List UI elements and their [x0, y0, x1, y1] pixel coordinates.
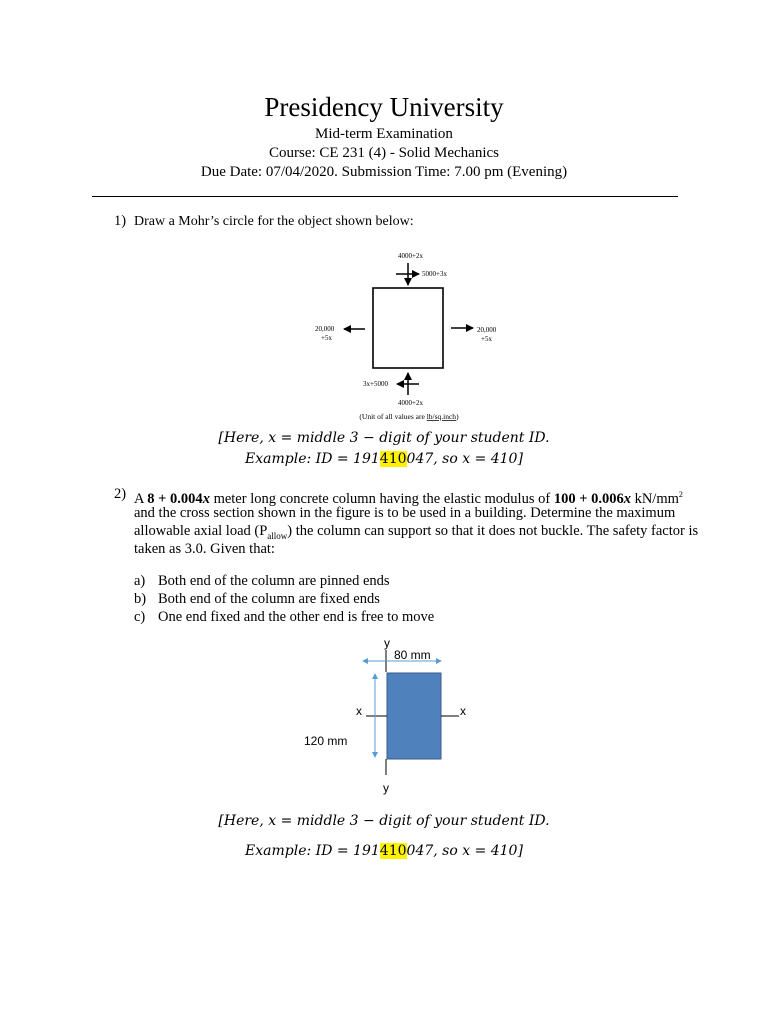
q2-note-line1: [Here, x = middle 3 − digit of your student ID. [218, 813, 550, 829]
q1-note-line2: Example: ID = 191410047, so x = 410] [245, 451, 523, 467]
q2-item-b: b) Both end of the column are fixed ends [134, 591, 380, 607]
bottom-normal-label: 4000+2x [398, 399, 423, 407]
left-normal-label-1: 20,000 [315, 325, 335, 333]
right-normal-label-1: 20,000 [477, 326, 497, 334]
q1-stress-element-figure [305, 245, 525, 425]
header-divider [92, 196, 678, 197]
q2-highlighted-digits: 410 [379, 843, 407, 859]
q2-item-a: a) Both end of the column are pinned ends [134, 573, 390, 589]
q1-highlighted-digits: 410 [379, 451, 407, 467]
axis-x-right-label: x [460, 704, 466, 718]
course-line: Course: CE 231 (4) - Solid Mechanics [269, 145, 499, 161]
unit-note: (Unit of all values are lb/sq.inch) [359, 412, 459, 421]
q2-cross-section-figure [300, 632, 490, 800]
q2-number: 2) [114, 486, 127, 502]
axis-y-top-label: y [384, 636, 390, 650]
exam-subtitle: Mid-term Examination [315, 126, 453, 142]
q2-line2: and the cross section shown in the figure is to be used in a building. Determine the maximum [134, 505, 676, 521]
q1-note-line1: [Here, x = middle 3 − digit of your student ID. [218, 430, 550, 446]
bottom-shear-label: 3x+5000 [363, 380, 388, 388]
right-normal-label-2: +5x [481, 335, 492, 343]
q1-number: 1) [114, 213, 127, 229]
university-title: Presidency University [264, 92, 504, 122]
left-normal-label-2: +5x [321, 334, 332, 342]
stress-element-square [373, 288, 443, 368]
q2-note-line2: Example: ID = 191410047, so x = 410] [245, 843, 523, 859]
height-label: 120 mm [304, 734, 348, 748]
q2-line1: A 8 + 0.004x meter long concrete column having the elastic modulus of 100 + 0.006x $kN/mm^2$ [134, 490, 683, 507]
width-label: 80 mm [394, 648, 431, 662]
axis-x-left-label: x [356, 704, 362, 718]
q2-line3: allowable axial load $(P_{allow})$ the column can support so that it does not buckle. The safety factor is [134, 523, 699, 541]
column-cross-section [387, 673, 441, 759]
due-date-line: Due Date: 07/04/2020. Submission Time: 7.00 pm (Evening) [200, 164, 568, 180]
q1-text: Draw a Mohr’s circle for the object shown below: [134, 214, 414, 229]
top-normal-label: 4000+2x [398, 252, 423, 260]
axis-y-bottom-label: y [383, 781, 389, 795]
top-shear-label: 5000+3x [422, 270, 447, 278]
q2-item-c: c) One end fixed and the other end is free to move [134, 609, 435, 625]
q2-line4: taken as 3.0. Given that: [134, 541, 275, 557]
